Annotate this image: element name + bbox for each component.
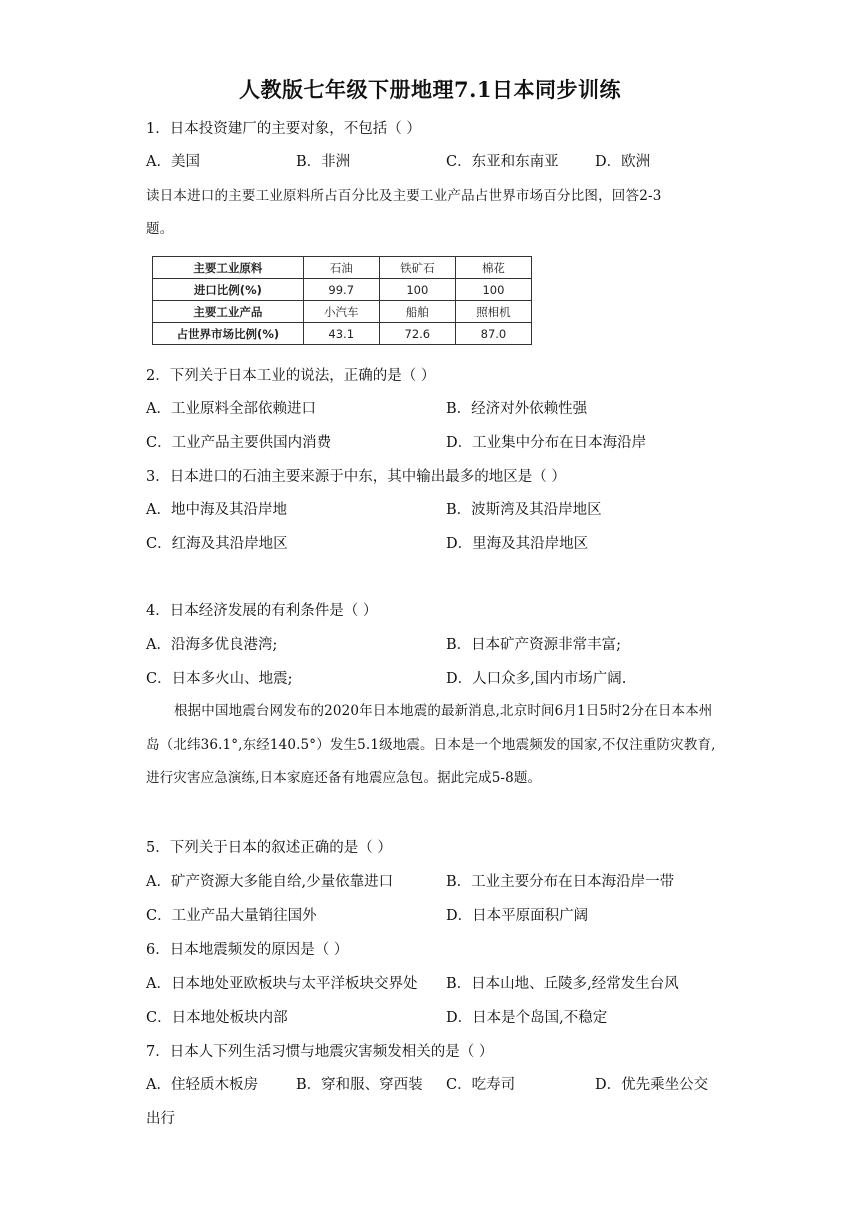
question-6-option-d: D．日本是个岛国,不稳定 [446, 1010, 608, 1026]
question-7-option-d-wrap: 出行 [146, 1111, 175, 1127]
table-row [153, 301, 532, 323]
table-cell: 铁矿石 [379, 257, 455, 279]
table-cell: 100 [455, 279, 531, 301]
question-3-option-d: D．里海及其沿岸地区 [446, 536, 589, 552]
question-4-option-a: A．沿海多优良港湾; [146, 637, 278, 653]
question-7-stem: 7．日本人下列生活习惯与地震灾害频发相关的是（ ） [146, 1044, 494, 1060]
table-cell: 100 [379, 279, 455, 301]
page-title: 人教版七年级下册地理7.1日本同步训练 [238, 77, 622, 102]
table-cell: 43.1 [303, 323, 379, 345]
question-3-stem: 3．日本进口的石油主要来源于中东，其中输出最多的地区是（ ） [146, 469, 566, 485]
question-5-option-b: B．工业主要分布在日本海沿岸一带 [446, 874, 675, 890]
question-3-option-b: B．波斯湾及其沿岸地区 [446, 502, 602, 518]
question-6-option-c: C．日本地处板块内部 [146, 1010, 288, 1026]
table-cell: 87.0 [455, 323, 531, 345]
table-cell: 占世界市场比例(%) [153, 323, 304, 345]
question-3-option-c: C．红海及其沿岸地区 [146, 536, 288, 552]
table-cell: 棉花 [455, 257, 531, 279]
table-cell: 99.7 [303, 279, 379, 301]
question-4-option-c: C．日本多火山、地震; [146, 671, 293, 687]
question-2-option-d: D．工业集中分布在日本海沿岸 [446, 435, 647, 451]
intro-2-3-line-1: 读日本进口的主要工业原料所占百分比及主要工业产品占世界市场百分比图，回答2-3 [146, 188, 662, 204]
question-6-option-b: B．日本山地、丘陵多,经常发生台风 [446, 976, 679, 992]
table-row [153, 257, 532, 279]
question-7-option-a: A．住轻质木板房 [146, 1077, 258, 1093]
question-1-option-c: C．东亚和东南亚 [446, 154, 559, 170]
question-5-option-c: C．工业产品大量销往国外 [146, 908, 317, 924]
table-cell: 小汽车 [303, 301, 379, 323]
question-4-option-b: B．日本矿产资源非常丰富; [446, 637, 622, 653]
question-1-option-b: B．非洲 [296, 154, 351, 170]
question-5-option-d: D．日本平原面积广阔 [446, 908, 589, 924]
question-4-stem: 4．日本经济发展的有利条件是（ ） [146, 603, 378, 619]
question-3-option-a: A．地中海及其沿岸地 [146, 502, 287, 518]
table-cell: 主要工业产品 [153, 301, 304, 323]
table-cell: 进口比例(%) [153, 279, 304, 301]
question-2-option-a: A．工业原料全部依赖进口 [146, 401, 316, 417]
question-7-option-b: B．穿和服、穿西装 [296, 1077, 423, 1093]
table-row [153, 323, 532, 345]
import-export-table [152, 256, 532, 345]
question-5-stem: 5．下列关于日本的叙述正确的是（ ） [146, 840, 392, 856]
passage-text: 根据中国地震台网发布的2020年日本地震的最新消息,北京时间6月1日5时2分在日本本州岛（北纬36.1°,东经140.5°）发生5.1级地震。日本是一个地震频发的国家,不仅注重防灾教育,进行灾害应急演练,日本家庭还备有地震应急包。据此完成5-8题。 [146, 703, 716, 786]
table-cell: 船舶 [379, 301, 455, 323]
question-6-stem: 6．日本地震频发的原因是（ ） [146, 942, 349, 958]
table-cell: 主要工业原料 [153, 257, 304, 279]
question-1-stem: 1．日本投资建厂的主要对象，不包括（ ） [146, 121, 421, 137]
table-cell: 石油 [303, 257, 379, 279]
question-1-option-a: A．美国 [146, 154, 200, 170]
question-1-option-d: D．欧洲 [595, 154, 651, 170]
passage-5-8 [146, 695, 720, 796]
table-row [153, 279, 532, 301]
question-2-stem: 2．下列关于日本工业的说法，正确的是（ ） [146, 368, 436, 384]
table-cell: 72.6 [379, 323, 455, 345]
question-5-option-a: A．矿产资源大多能自给,少量依靠进口 [146, 874, 394, 890]
question-4-option-d: D．人口众多,国内市场广阔. [446, 671, 627, 687]
question-7-option-c: C．吃寿司 [446, 1077, 516, 1093]
question-7-option-d: D．优先乘坐公交 [595, 1077, 709, 1093]
table-cell: 照相机 [455, 301, 531, 323]
intro-2-3-line-2: 题。 [146, 221, 174, 237]
question-6-option-a: A．日本地处亚欧板块与太平洋板块交界处 [146, 976, 418, 992]
question-2-option-c: C．工业产品主要供国内消费 [146, 435, 332, 451]
question-2-option-b: B．经济对外依赖性强 [446, 401, 588, 417]
